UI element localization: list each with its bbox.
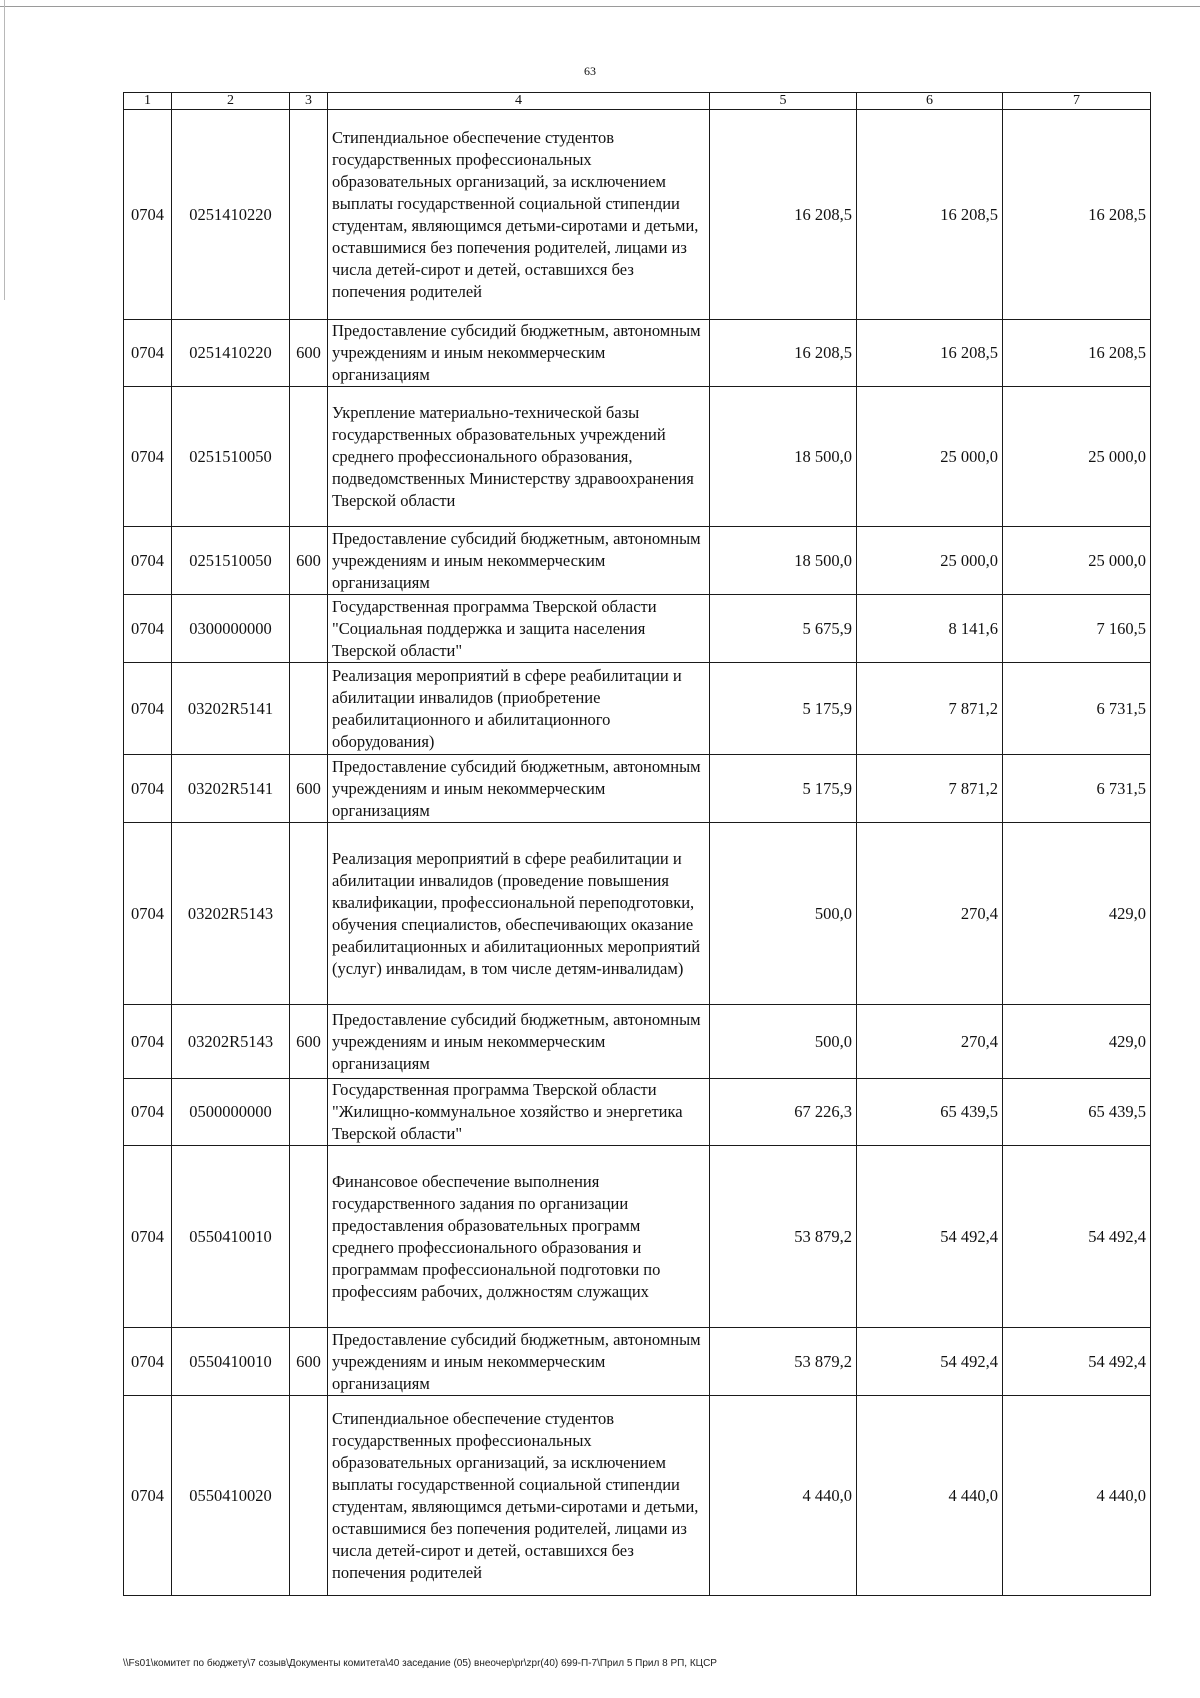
- expense-type: 600: [290, 1005, 328, 1079]
- section-code: 0704: [124, 1396, 172, 1596]
- table-row: [124, 1396, 1151, 1596]
- amount-col5: 53 879,2: [710, 1146, 857, 1328]
- amount-col6: 16 208,5: [857, 110, 1003, 320]
- section-code: 0704: [124, 823, 172, 1005]
- amount-col5: 16 208,5: [710, 320, 857, 387]
- amount-col6: 54 492,4: [857, 1146, 1003, 1328]
- amount-col6: 8 141,6: [857, 595, 1003, 663]
- table-row: [124, 110, 1151, 320]
- amount-col7: 4 440,0: [1003, 1396, 1151, 1596]
- header-cell-3: 3: [290, 93, 328, 110]
- table-row: [124, 755, 1151, 823]
- table-row: [124, 823, 1151, 1005]
- section-code: 0704: [124, 110, 172, 320]
- section-code: 0704: [124, 1146, 172, 1328]
- expense-type: 600: [290, 1328, 328, 1396]
- description: Стипендиальное обеспечение студентов государственных профессиональных образовательных организаций, за исключением выплаты государственной социальной стипендии студентам, являющимся детьми-сиротами и детьми, оставшимися без попечения родителей, лицами из числа детей-сирот и детей, оставшихся без попечения родителей: [328, 110, 710, 320]
- target-code: 0251410220: [172, 110, 290, 320]
- description: Предоставление субсидий бюджетным, автономным учреждениям и иным некоммерческим организациям: [328, 1005, 710, 1079]
- expense-type: [290, 1079, 328, 1146]
- target-code: 03202R5143: [172, 823, 290, 1005]
- description: Предоставление субсидий бюджетным, автономным учреждениям и иным некоммерческим организациям: [328, 1328, 710, 1396]
- amount-col6: 4 440,0: [857, 1396, 1003, 1596]
- expense-type: [290, 1396, 328, 1596]
- target-code: 0300000000: [172, 595, 290, 663]
- expense-type: [290, 1146, 328, 1328]
- amount-col5: 5 175,9: [710, 663, 857, 755]
- target-code: 03202R5141: [172, 755, 290, 823]
- section-code: 0704: [124, 387, 172, 527]
- description: Государственная программа Тверской области "Жилищно-коммунальное хозяйство и энергетика Тверской области": [328, 1079, 710, 1146]
- amount-col7: 54 492,4: [1003, 1146, 1151, 1328]
- amount-col7: 54 492,4: [1003, 1328, 1151, 1396]
- expense-type: [290, 663, 328, 755]
- table-row: [124, 663, 1151, 755]
- amount-col5: 18 500,0: [710, 527, 857, 595]
- description: Предоставление субсидий бюджетным, автономным учреждениям и иным некоммерческим организациям: [328, 755, 710, 823]
- expense-type: [290, 595, 328, 663]
- amount-col5: 53 879,2: [710, 1328, 857, 1396]
- header-cell-5: 5: [710, 93, 857, 110]
- amount-col6: 16 208,5: [857, 320, 1003, 387]
- section-code: 0704: [124, 320, 172, 387]
- section-code: 0704: [124, 1079, 172, 1146]
- header-cell-1: 1: [124, 93, 172, 110]
- file-path-footer: \\Fs01\комитет по бюджету\7 созыв\Документы комитета\40 заседание (05) внеочер\pr\zpr(40) 699-П-7\Прил 5 Прил 8 РП, КЦСР: [123, 1658, 717, 1669]
- table-row: [124, 595, 1151, 663]
- header-cell-2: 2: [172, 93, 290, 110]
- header-row: [124, 93, 1151, 110]
- amount-col7: 16 208,5: [1003, 320, 1151, 387]
- amount-col6: 65 439,5: [857, 1079, 1003, 1146]
- amount-col7: 7 160,5: [1003, 595, 1151, 663]
- header-cell-6: 6: [857, 93, 1003, 110]
- table-row: [124, 1328, 1151, 1396]
- header-cell-7: 7: [1003, 93, 1151, 110]
- target-code: 0550410020: [172, 1396, 290, 1596]
- table-row: [124, 387, 1151, 527]
- expense-type: 600: [290, 320, 328, 387]
- scan-edge-line-left: [4, 0, 5, 300]
- amount-col6: 7 871,2: [857, 755, 1003, 823]
- section-code: 0704: [124, 755, 172, 823]
- amount-col7: 6 731,5: [1003, 755, 1151, 823]
- amount-col5: 500,0: [710, 1005, 857, 1079]
- section-code: 0704: [124, 1328, 172, 1396]
- amount-col5: 5 675,9: [710, 595, 857, 663]
- description: Государственная программа Тверской области "Социальная поддержка и защита населения Тверской области": [328, 595, 710, 663]
- amount-col7: 65 439,5: [1003, 1079, 1151, 1146]
- amount-col6: 25 000,0: [857, 527, 1003, 595]
- target-code: 0251510050: [172, 387, 290, 527]
- amount-col5: 500,0: [710, 823, 857, 1005]
- expense-type: [290, 823, 328, 1005]
- expense-type: [290, 387, 328, 527]
- description: Предоставление субсидий бюджетным, автономным учреждениям и иным некоммерческим организациям: [328, 527, 710, 595]
- amount-col7: 16 208,5: [1003, 110, 1151, 320]
- scan-edge-line: [0, 6, 1200, 7]
- budget-table: [123, 92, 1151, 1596]
- description: Стипендиальное обеспечение студентов государственных профессиональных образовательных организаций, за исключением выплаты государственной социальной стипендии студентам, являющимся детьми-сиротами и детьми, оставшимися без попечения родителей, лицами из числа детей-сирот и детей, оставшихся без попечения родителей: [328, 1396, 710, 1596]
- expense-type: [290, 110, 328, 320]
- amount-col7: 25 000,0: [1003, 387, 1151, 527]
- page-number: 63: [584, 64, 596, 78]
- amount-col7: 429,0: [1003, 1005, 1151, 1079]
- target-code: 03202R5141: [172, 663, 290, 755]
- target-code: 0550410010: [172, 1328, 290, 1396]
- amount-col6: 270,4: [857, 1005, 1003, 1079]
- expense-type: 600: [290, 527, 328, 595]
- table-row: [124, 1146, 1151, 1328]
- target-code: 0251510050: [172, 527, 290, 595]
- table-row: [124, 1005, 1151, 1079]
- section-code: 0704: [124, 527, 172, 595]
- amount-col5: 4 440,0: [710, 1396, 857, 1596]
- amount-col7: 25 000,0: [1003, 527, 1151, 595]
- amount-col5: 18 500,0: [710, 387, 857, 527]
- amount-col5: 67 226,3: [710, 1079, 857, 1146]
- description: Укрепление материально-технической базы государственных образовательных учреждений среднего профессионального образования, подведомственных Министерству здравоохранения Тверской области: [328, 387, 710, 527]
- description: Финансовое обеспечение выполнения государственного задания по организации предоставления образовательных программ среднего профессионального образования и программам профессиональной подготовки по профессиям рабочих, должностям служащих: [328, 1146, 710, 1328]
- description: Предоставление субсидий бюджетным, автономным учреждениям и иным некоммерческим организациям: [328, 320, 710, 387]
- table-row: [124, 320, 1151, 387]
- description: Реализация мероприятий в сфере реабилитации и абилитации инвалидов (проведение повышения квалификации, профессиональной переподготовки, обучения специалистов, обеспечивающих оказание реабилитационных и абилитационных мероприятий (услуг) инвалидам, в том числе детям-инвалидам): [328, 823, 710, 1005]
- section-code: 0704: [124, 663, 172, 755]
- amount-col6: 270,4: [857, 823, 1003, 1005]
- amount-col7: 429,0: [1003, 823, 1151, 1005]
- section-code: 0704: [124, 1005, 172, 1079]
- target-code: 0550410010: [172, 1146, 290, 1328]
- amount-col5: 16 208,5: [710, 110, 857, 320]
- section-code: 0704: [124, 595, 172, 663]
- target-code: 0500000000: [172, 1079, 290, 1146]
- header-cell-4: 4: [328, 93, 710, 110]
- amount-col6: 54 492,4: [857, 1328, 1003, 1396]
- description: Реализация мероприятий в сфере реабилитации и абилитации инвалидов (приобретение реабилитационного и абилитационного оборудования): [328, 663, 710, 755]
- table-row: [124, 1079, 1151, 1146]
- amount-col6: 25 000,0: [857, 387, 1003, 527]
- amount-col7: 6 731,5: [1003, 663, 1151, 755]
- table-row: [124, 527, 1151, 595]
- amount-col6: 7 871,2: [857, 663, 1003, 755]
- expense-type: 600: [290, 755, 328, 823]
- target-code: 03202R5143: [172, 1005, 290, 1079]
- amount-col5: 5 175,9: [710, 755, 857, 823]
- target-code: 0251410220: [172, 320, 290, 387]
